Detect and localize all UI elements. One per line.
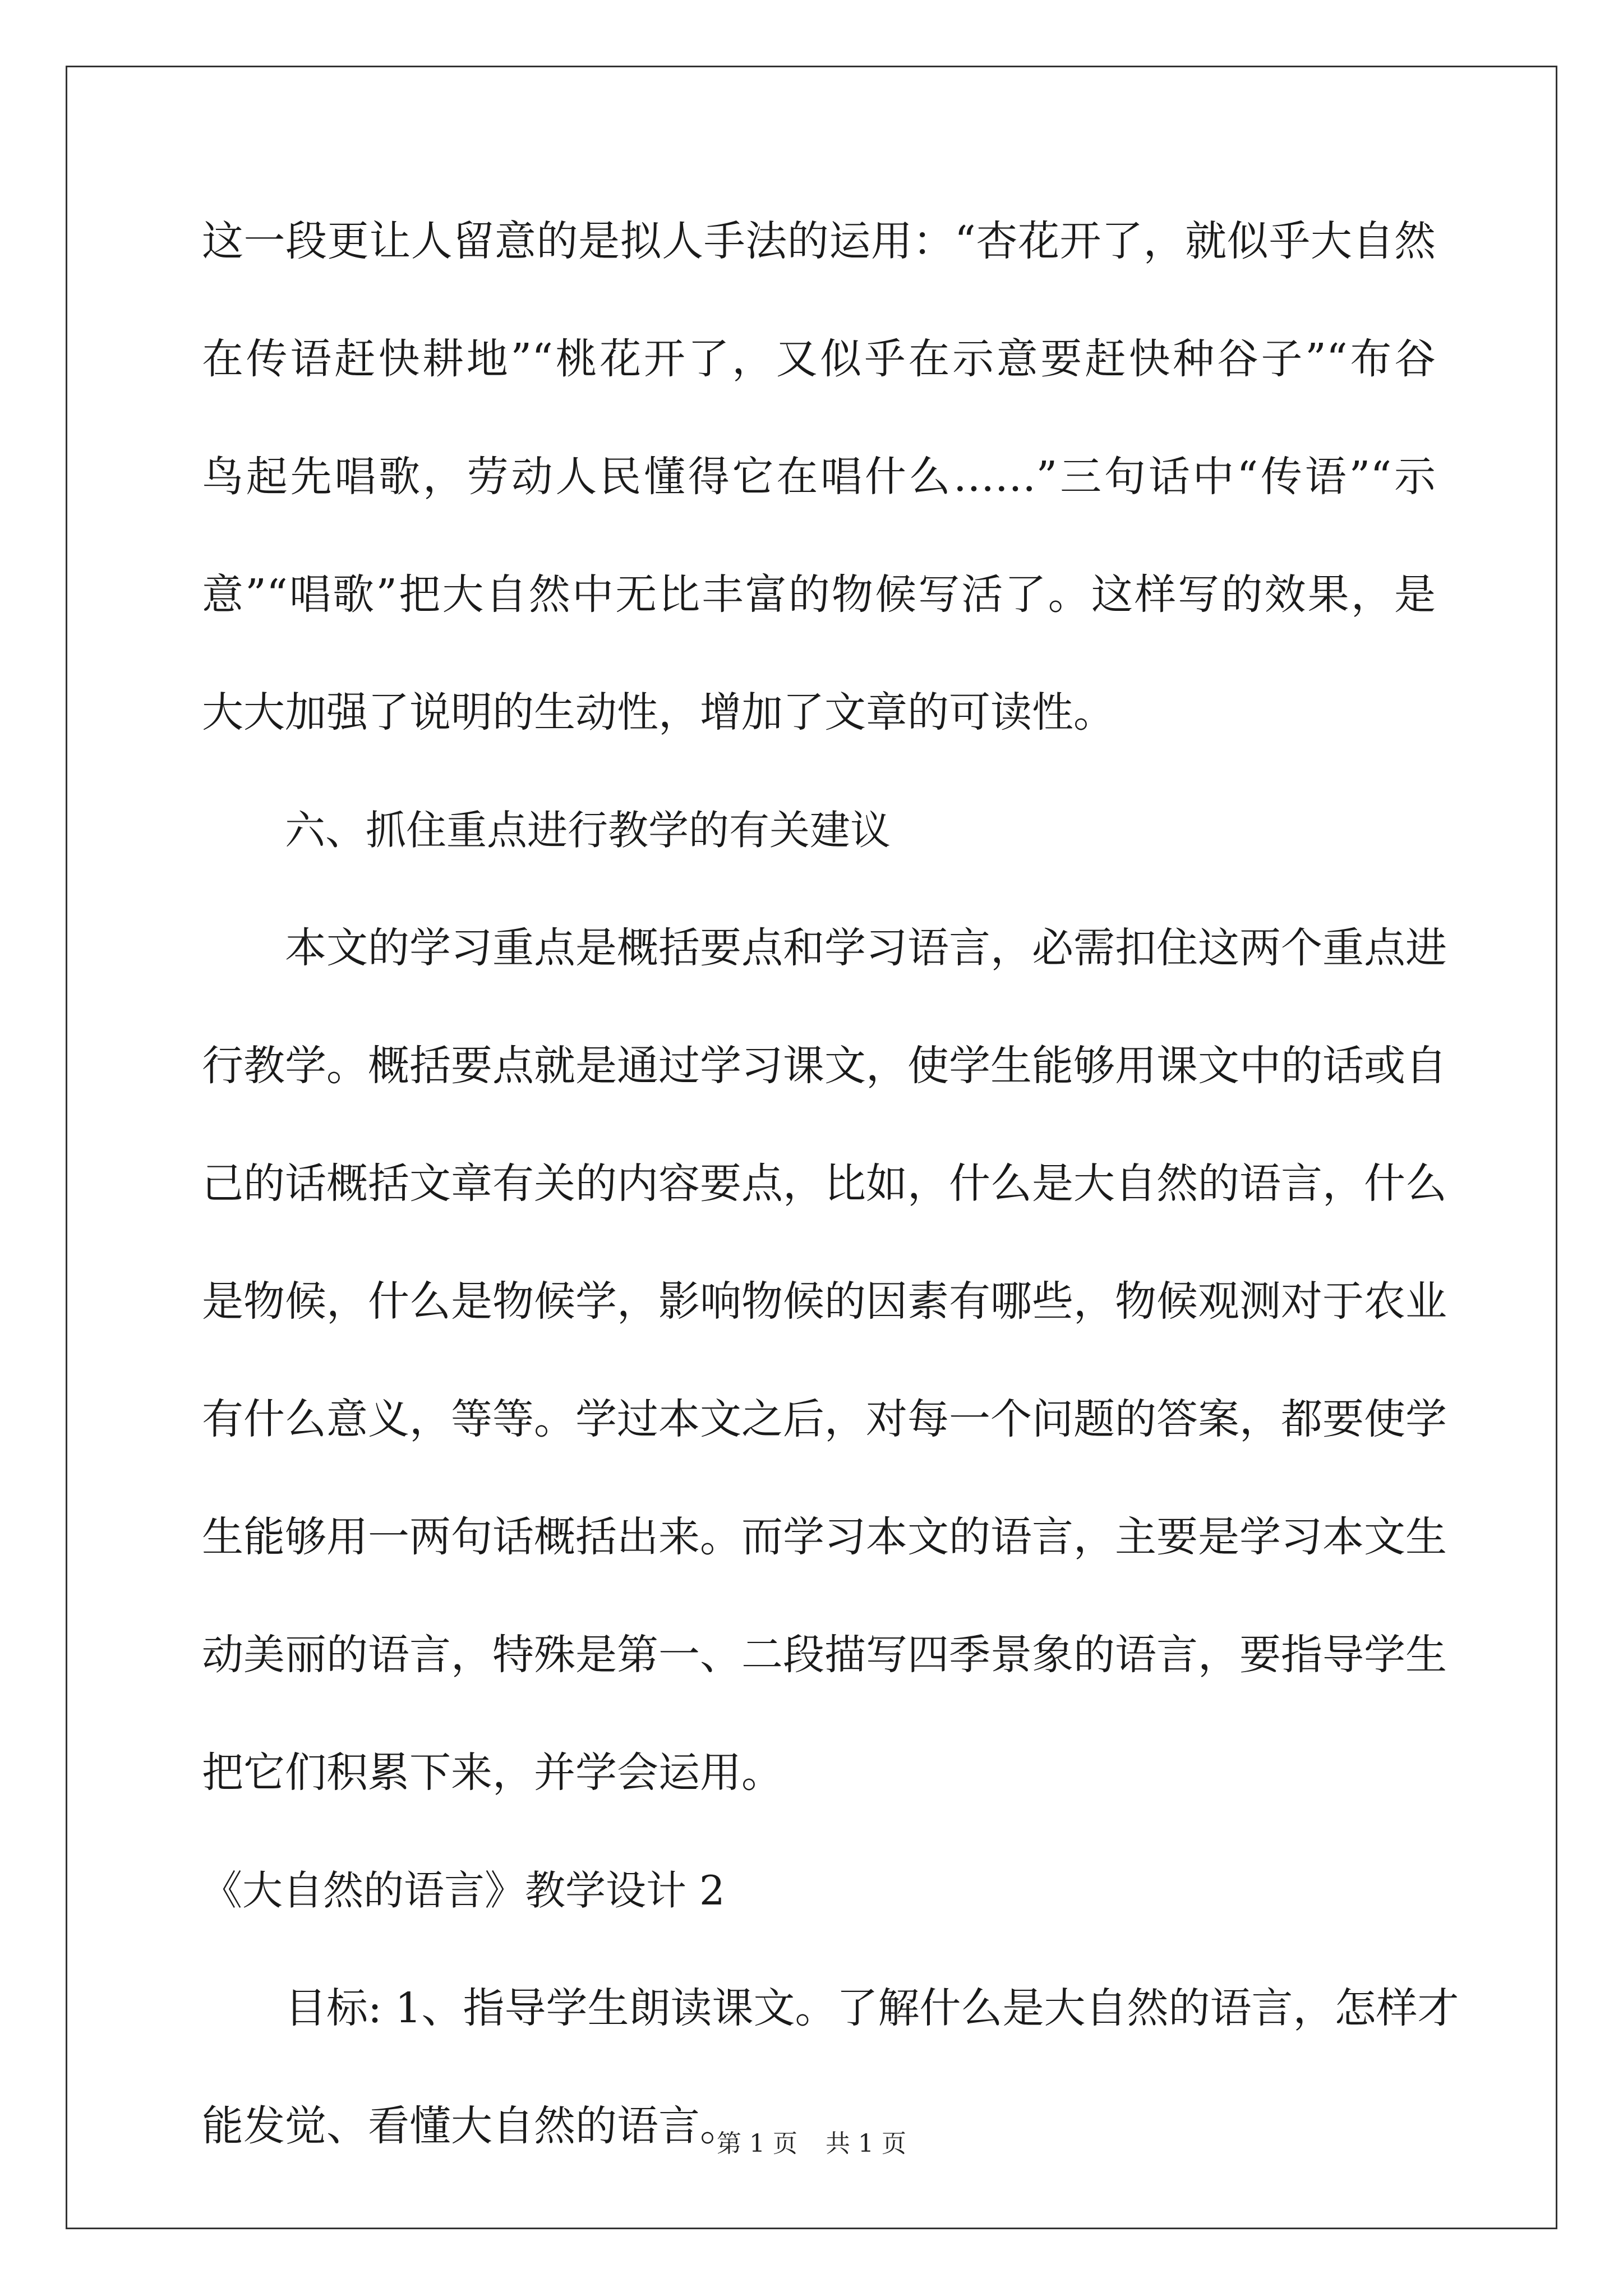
page-footer <box>0 2127 1623 2161</box>
document-body <box>202 208 1459 2210</box>
document-title: 《大自然的语言》教学设计 2 <box>202 1867 725 1914</box>
paragraph-line: 动美丽的语言，特殊是第一、二段描写四季景象的语言，要指导学生 <box>202 1631 1447 1679</box>
paragraph-line: 在传语赶快耕地”“桃花开了，又似乎在示意要赶快种谷子”“布谷 <box>202 335 1436 383</box>
paragraph-line: 能发觉、看懂大自然的语言。 <box>202 2102 741 2150</box>
page-total: 共 1 页 <box>826 2129 906 2158</box>
page-number: 第 1 页 <box>717 2129 797 2158</box>
paragraph-line: 这一段更让人留意的是拟人手法的运用：“杏花开了，就似乎大自然 <box>202 217 1436 265</box>
paragraph-line: 目标: 1、指导学生朗读课文。了解什么是大自然的语言，怎样才 <box>285 1984 1459 2032</box>
paragraph-line: 己的话概括文章有关的内容要点，比如，什么是大自然的语言，什么 <box>202 1159 1447 1208</box>
section-heading: 六、抓住重点进行教学的有关建议 <box>285 807 891 854</box>
paragraph-line: 是物候，什么是物候学，影响物候的因素有哪些，物候观测对于农业 <box>202 1277 1447 1326</box>
paragraph-line: 把它们积累下来，并学会运用。 <box>202 1749 783 1797</box>
paragraph-line: 意”“唱歌”把大自然中无比丰富的物候写活了。这样写的效果，是 <box>202 570 1436 619</box>
paragraph-line: 本文的学习重点是概括要点和学习语言，必需扣住这两个重点进 <box>285 924 1447 972</box>
paragraph-line: 鸟起先唱歌，劳动人民懂得它在唱什么……”三句话中“传语”“示 <box>202 453 1436 501</box>
paragraph-line: 大大加强了说明的生动性，增加了文章的可读性。 <box>202 688 1115 737</box>
paragraph-line: 生能够用一两句话概括出来。而学习本文的语言，主要是学习本文生 <box>202 1513 1447 1561</box>
paragraph-line: 行教学。概括要点就是通过学习课文，使学生能够用课文中的话或自 <box>202 1042 1447 1090</box>
paragraph-line: 有什么意义，等等。学过本文之后，对每一个问题的答案，都要使学 <box>202 1395 1447 1443</box>
